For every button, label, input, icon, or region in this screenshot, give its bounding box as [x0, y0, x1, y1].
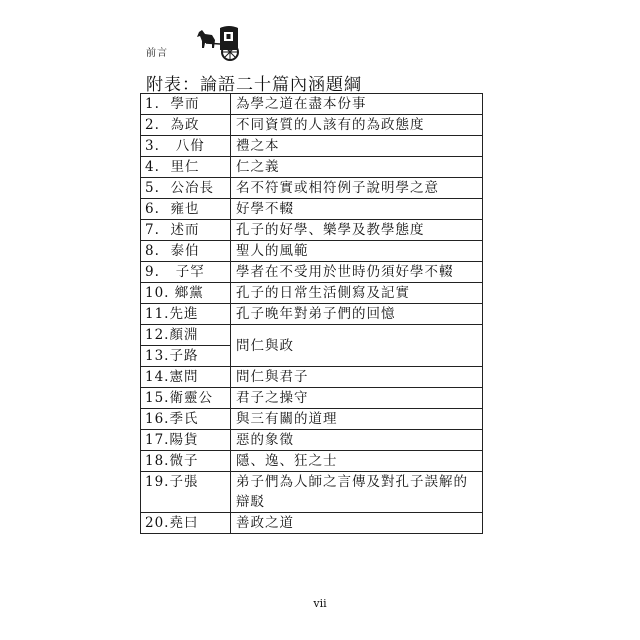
theme-cell: 孔子晚年對弟子們的回憶 — [231, 304, 483, 325]
theme-cell: 為學之道在盡本份事 — [231, 94, 483, 115]
table-row — [141, 241, 483, 262]
table-row — [141, 409, 483, 430]
table-row — [141, 388, 483, 409]
table-row — [141, 157, 483, 178]
chapter-cell: 18.微子 — [141, 451, 231, 472]
page-number: vii — [313, 597, 327, 610]
theme-cell: 善政之道 — [231, 513, 483, 534]
table-row — [141, 199, 483, 220]
chapter-cell: 5. 公冶長 — [141, 178, 231, 199]
table-row — [141, 430, 483, 451]
table-row — [141, 283, 483, 304]
analects-outline-table — [140, 93, 483, 534]
horse-carriage-icon — [196, 22, 242, 62]
theme-cell: 弟子們為人師之言傳及對孔子誤解的辯駁 — [231, 472, 483, 513]
theme-cell: 好學不輟 — [231, 199, 483, 220]
chapter-cell: 14.憲問 — [141, 367, 231, 388]
chapter-cell: 6. 雍也 — [141, 199, 231, 220]
chapter-cell: 15.衛靈公 — [141, 388, 231, 409]
table-row — [141, 94, 483, 115]
theme-cell: 禮之本 — [231, 136, 483, 157]
theme-cell: 孔子的好學、樂學及教學態度 — [231, 220, 483, 241]
chapter-cell: 20.堯曰 — [141, 513, 231, 534]
chapter-cell: 2. 為政 — [141, 115, 231, 136]
table-row — [141, 325, 483, 346]
table-row — [141, 451, 483, 472]
theme-cell: 不同資質的人該有的為政態度 — [231, 115, 483, 136]
theme-cell: 仁之義 — [231, 157, 483, 178]
table-row — [141, 304, 483, 325]
chapter-cell: 7. 述而 — [141, 220, 231, 241]
theme-cell: 問仁與君子 — [231, 367, 483, 388]
theme-cell: 名不符實或相符例子說明學之意 — [231, 178, 483, 199]
theme-cell-merged: 問仁與政 — [231, 325, 483, 367]
theme-cell: 隱、逸、狂之士 — [231, 451, 483, 472]
table-row — [141, 262, 483, 283]
theme-cell: 聖人的風範 — [231, 241, 483, 262]
chapter-cell: 19.子張 — [141, 472, 231, 513]
chapter-cell: 13.子路 — [141, 346, 231, 367]
chapter-cell: 8. 泰伯 — [141, 241, 231, 262]
chapter-cell: 1. 學而 — [141, 94, 231, 115]
table-row — [141, 513, 483, 534]
table-row — [141, 115, 483, 136]
theme-cell: 惡的象徵 — [231, 430, 483, 451]
theme-cell: 孔子的日常生活側寫及記實 — [231, 283, 483, 304]
table-row — [141, 220, 483, 241]
running-head: 前言 — [146, 48, 168, 59]
chapter-cell: 3. 八佾 — [141, 136, 231, 157]
table-row — [141, 136, 483, 157]
theme-cell: 與三有關的道理 — [231, 409, 483, 430]
table-row — [141, 178, 483, 199]
theme-cell: 學者在不受用於世時仍須好學不輟 — [231, 262, 483, 283]
chapter-cell: 17.陽貨 — [141, 430, 231, 451]
chapter-cell: 12.顏淵 — [141, 325, 231, 346]
table-row — [141, 472, 483, 513]
chapter-cell: 4. 里仁 — [141, 157, 231, 178]
chapter-cell: 9. 子罕 — [141, 262, 231, 283]
chapter-cell: 11.先進 — [141, 304, 231, 325]
page-heading: 附表：論語二十篇內涵題綱 — [146, 75, 362, 95]
chapter-cell: 16.季氏 — [141, 409, 231, 430]
chapter-cell: 10. 鄉黨 — [141, 283, 231, 304]
table-row — [141, 367, 483, 388]
theme-cell: 君子之操守 — [231, 388, 483, 409]
